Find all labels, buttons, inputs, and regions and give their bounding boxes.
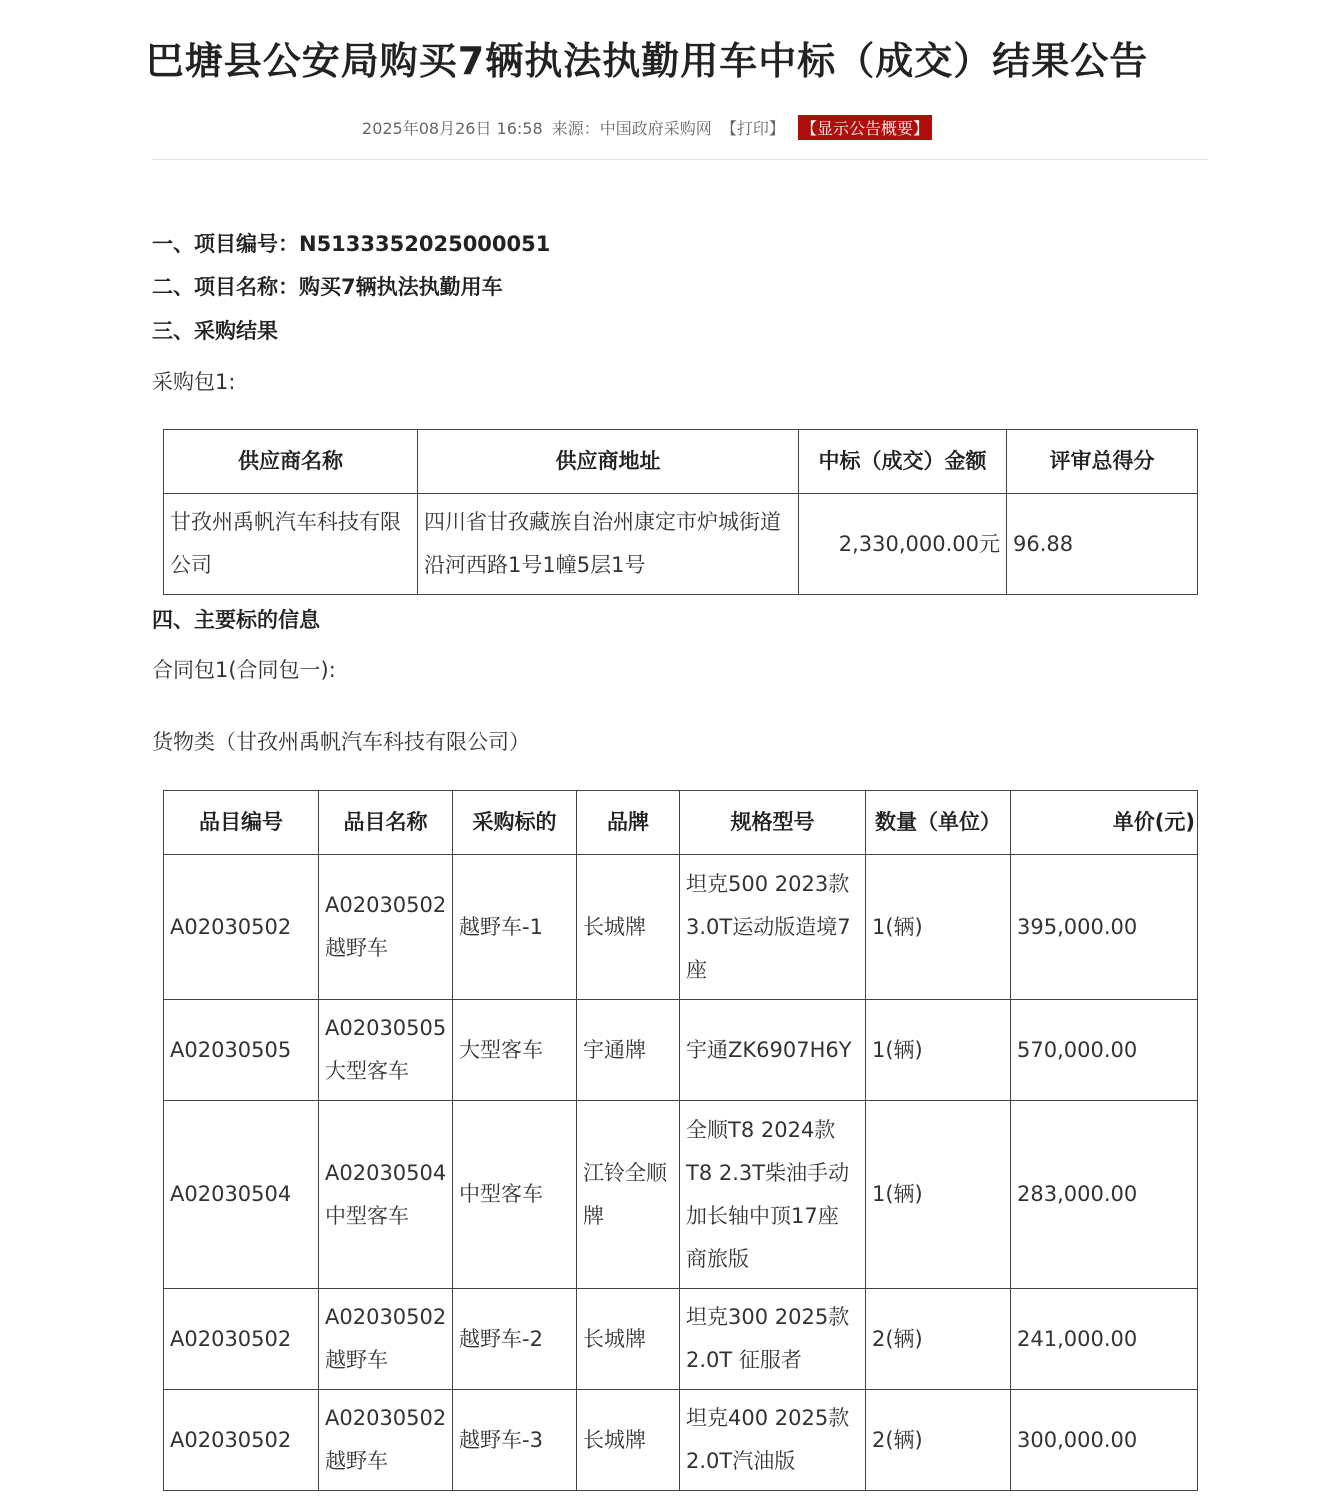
table-header-row — [164, 791, 1198, 855]
header-total-score: 评审总得分 — [1007, 430, 1198, 494]
brand-cell: 长城牌 — [577, 1390, 680, 1491]
unit-price-cell: 241,000.00 — [1011, 1289, 1198, 1390]
unit-price-cell: 570,000.00 — [1011, 1000, 1198, 1101]
result-table — [163, 429, 1198, 595]
item-name-cell: A02030502越野车 — [319, 1289, 453, 1390]
header-supplier-name: 供应商名称 — [164, 430, 418, 494]
subject-cell: 越野车-1 — [453, 855, 577, 1000]
quantity-cell: 1(辆) — [866, 1000, 1011, 1101]
quantity-cell: 2(辆) — [866, 1390, 1011, 1491]
table-row — [164, 1289, 1198, 1390]
header-supplier-address: 供应商地址 — [418, 430, 799, 494]
package-label: 采购包1: — [152, 370, 236, 394]
subject-cell: 大型客车 — [453, 1000, 577, 1101]
goods-category-label: 货物类（甘孜州禹帆汽车科技有限公司） — [152, 730, 530, 754]
table-row — [164, 1101, 1198, 1289]
supplier-address-cell: 四川省甘孜藏族自治州康定市炉城街道沿河西路1号1幢5层1号 — [418, 494, 799, 595]
header-quantity: 数量（单位） — [866, 791, 1011, 855]
quantity-cell: 1(辆) — [866, 855, 1011, 1000]
item-code-cell: A02030502 — [164, 1390, 319, 1491]
item-code-cell: A02030504 — [164, 1101, 319, 1289]
item-name-cell: A02030504中型客车 — [319, 1101, 453, 1289]
quantity-cell: 1(辆) — [866, 1101, 1011, 1289]
table-row — [164, 1390, 1198, 1491]
unit-price-cell: 395,000.00 — [1011, 855, 1198, 1000]
meta-bar — [0, 115, 1294, 140]
header-divider — [152, 159, 1208, 160]
header-item-code: 品目编号 — [164, 791, 319, 855]
award-amount-cell: 2,330,000.00元 — [799, 494, 1007, 595]
project-number: 一、项目编号：N5133352025000051 — [152, 232, 551, 256]
subject-cell: 越野车-3 — [453, 1390, 577, 1491]
procurement-result-heading: 三、采购结果 — [152, 319, 278, 343]
table-header-row — [164, 430, 1198, 494]
publish-datetime: 2025年08月26日 16:58 — [362, 119, 543, 138]
table-row — [164, 1000, 1198, 1101]
spec-cell: 坦克300 2025款 2.0T 征服者 — [680, 1289, 866, 1390]
contract-package-label: 合同包1(合同包一): — [152, 658, 336, 682]
table-row — [164, 855, 1198, 1000]
brand-cell: 江铃全顺牌 — [577, 1101, 680, 1289]
show-summary-button[interactable]: 【显示公告概要】 — [798, 115, 932, 140]
table-row — [164, 494, 1198, 595]
brand-cell: 长城牌 — [577, 855, 680, 1000]
supplier-name-cell: 甘孜州禹帆汽车科技有限公司 — [164, 494, 418, 595]
spec-cell: 全顺T8 2024款 T8 2.3T柴油手动加长轴中顶17座商旅版 — [680, 1101, 866, 1289]
source-link[interactable]: 来源：中国政府采购网 — [551, 119, 712, 138]
item-code-cell: A02030502 — [164, 1289, 319, 1390]
items-table — [163, 790, 1198, 1491]
header-item-name: 品目名称 — [319, 791, 453, 855]
item-code-cell: A02030505 — [164, 1000, 319, 1101]
item-name-cell: A02030502越野车 — [319, 1390, 453, 1491]
print-link[interactable]: 【打印】 — [720, 119, 785, 138]
brand-cell: 长城牌 — [577, 1289, 680, 1390]
header-spec-model: 规格型号 — [680, 791, 866, 855]
spec-cell: 坦克500 2023款 3.0T运动版造境7座 — [680, 855, 866, 1000]
header-procurement-subject: 采购标的 — [453, 791, 577, 855]
item-code-cell: A02030502 — [164, 855, 319, 1000]
subject-cell: 中型客车 — [453, 1101, 577, 1289]
header-award-amount: 中标（成交）金额 — [799, 430, 1007, 494]
main-info-heading: 四、主要标的信息 — [152, 608, 320, 632]
spec-cell: 宇通ZK6907H6Y — [680, 1000, 866, 1101]
quantity-cell: 2(辆) — [866, 1289, 1011, 1390]
total-score-cell: 96.88 — [1007, 494, 1198, 595]
item-name-cell: A02030502越野车 — [319, 855, 453, 1000]
unit-price-cell: 283,000.00 — [1011, 1101, 1198, 1289]
header-unit-price: 单价(元) — [1011, 791, 1198, 855]
page-title: 巴塘县公安局购买7辆执法执勤用车中标（成交）结果公告 — [145, 39, 1149, 83]
item-name-cell: A02030505大型客车 — [319, 1000, 453, 1101]
unit-price-cell: 300,000.00 — [1011, 1390, 1198, 1491]
brand-cell: 宇通牌 — [577, 1000, 680, 1101]
spec-cell: 坦克400 2025款 2.0T汽油版 — [680, 1390, 866, 1491]
header-brand: 品牌 — [577, 791, 680, 855]
project-name: 二、项目名称：购买7辆执法执勤用车 — [152, 275, 503, 299]
subject-cell: 越野车-2 — [453, 1289, 577, 1390]
